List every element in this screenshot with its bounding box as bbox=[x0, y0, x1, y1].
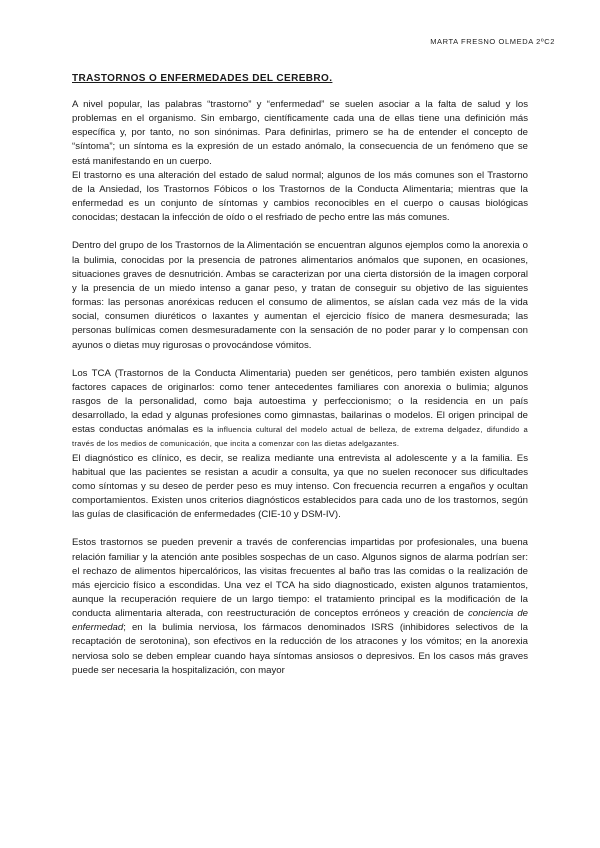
document-body bbox=[72, 98, 528, 678]
document-title: TRASTORNOS O ENFERMEDADES DEL CEREBRO. bbox=[72, 73, 333, 84]
paragraph-trastorno-definition: El trastorno es una alteración del estado de salud normal; algunos de los más comunes son el Trastorno de la Ansiedad, los Trastornos Fóbicos o los Trastornos de la Conducta Alimentaria; mientras que la enfermedad es un conjunto de síntomas y cambios reconocibles en el cuerpo o causas biológicas conocidas; destacan la infección de oído o el resfriado de pecho entre las más comunes. bbox=[72, 169, 528, 224]
author-header: MARTA FRESNO OLMEDA 2ºC2 bbox=[430, 37, 555, 46]
tca-causes-text: Los TCA (Trastornos de la Conducta Alimentaria) pueden ser genéticos, pero también existen algunos factores capaces de originarlos: como tener antecedentes familiares con anorexia o bulimia; algunos rasgos de la personalidad, como baja autoestima y perfeccionismo; o la residencia en un país desarrollado, la edad y algunas profesiones como gimnastas, bailarinas o modelos. El origen principal de estas conductas anómalas es bbox=[72, 367, 528, 436]
prevention-text: Estos trastornos se pueden prevenir a través de conferencias impartidas por profesionales, una buena relación familiar y la atención ante posibles sospechas de un caso. Algunos signos de alarma podrían ser: el rechazo de alimentos hipercalóricos, las visitas frecuentes al baño tras las comidas o la realización de más ejercicio físico a escondidas. Una vez el TCA ha sido diagnosticado, existen algunos tratamientos, aunque la recuperación requiere de un largo tiempo: el tratamiento principal es la modificación de la conducta alimentaria alterada, con reestructuración de conceptos erróneos y creación de bbox=[72, 537, 528, 620]
paragraph-prevention-treatment bbox=[72, 536, 528, 678]
treatment-text: ; en la bulimia nerviosa, los fármacos denominados ISRS (inhibidores selectivos de la recaptación de serotonina), son efectivos en la reducción de los atracones y los vómitos; en la anorexia nerviosa solo se deben emplear cuando haya síntomas ansiosos o depresivos. En los casos más graves puede ser necesaria la hospitalización, con mayor bbox=[72, 622, 528, 676]
paragraph-eating-disorders: Dentro del grupo de los Trastornos de la Alimentación se encuentran algunos ejemplos como la anorexia o la bulimia, conocidas por la presencia de patrones alimentarios anómalos que suponen, en ocasiones, situaciones graves de desnutrición. Ambas se caracterizan por una cierta distorsión de la imagen corporal y la presencia de un miedo intenso a ganar peso, y tratan de conseguir su objetivo de las siguientes formas: las personas anoréxicas reducen el consumo de alimentos, se aíslan cada vez más de la vida social, consumen diuréticos o laxantes y aumentan el ejercicio físico de manera desmesurada; las personas bulímicas comen desmesuradamente con la sensación de no poder parar y lo compensan con ayunos o dietas muy rigurosas o provocándose vómitos. bbox=[72, 240, 528, 351]
prevention-emphasis: conciencia de enfermedad bbox=[72, 608, 529, 634]
paragraph-intro: A nivel popular, las palabras “trastorno” y “enfermedad” se suelen asociar a la falta de salud y los problemas en el organismo. Sin embargo, científicamente cada una de ellas tiene una definición más específica y, por tanto, no son sinónimas. Para definirlas, primero se ha de entender el concepto de “síntoma”; un síntoma es la expresión de un estado anómalo, la consecuencia de un fenómeno que se está manifestando en un cuerpo. bbox=[72, 99, 528, 167]
paragraph-tca-causes bbox=[72, 367, 528, 452]
tca-causes-small-text: la influencia cultural del modelo actual de belleza, de extrema delgadez, difundido a través de los medios de comunicación, que incita a comenzar con las dietas adelgazantes. bbox=[72, 425, 528, 449]
paragraph-diagnosis: El diagnóstico es clínico, es decir, se realiza mediante una entrevista al adolescente y a la familia. Es habitual que las pacientes se resistan a acudir a consulta, ya que no suelen reconocer sus dificultades como síntomas y su deseo de perder peso es muy intenso. Con frecuencia recurren a engaños y ocultan comportamientos. Existen unos criterios diagnósticos establecidos para cada uno de los trastornos, según las guías de clasificación de enfermedades (CIE-10 y DSM-IV). bbox=[72, 452, 528, 521]
